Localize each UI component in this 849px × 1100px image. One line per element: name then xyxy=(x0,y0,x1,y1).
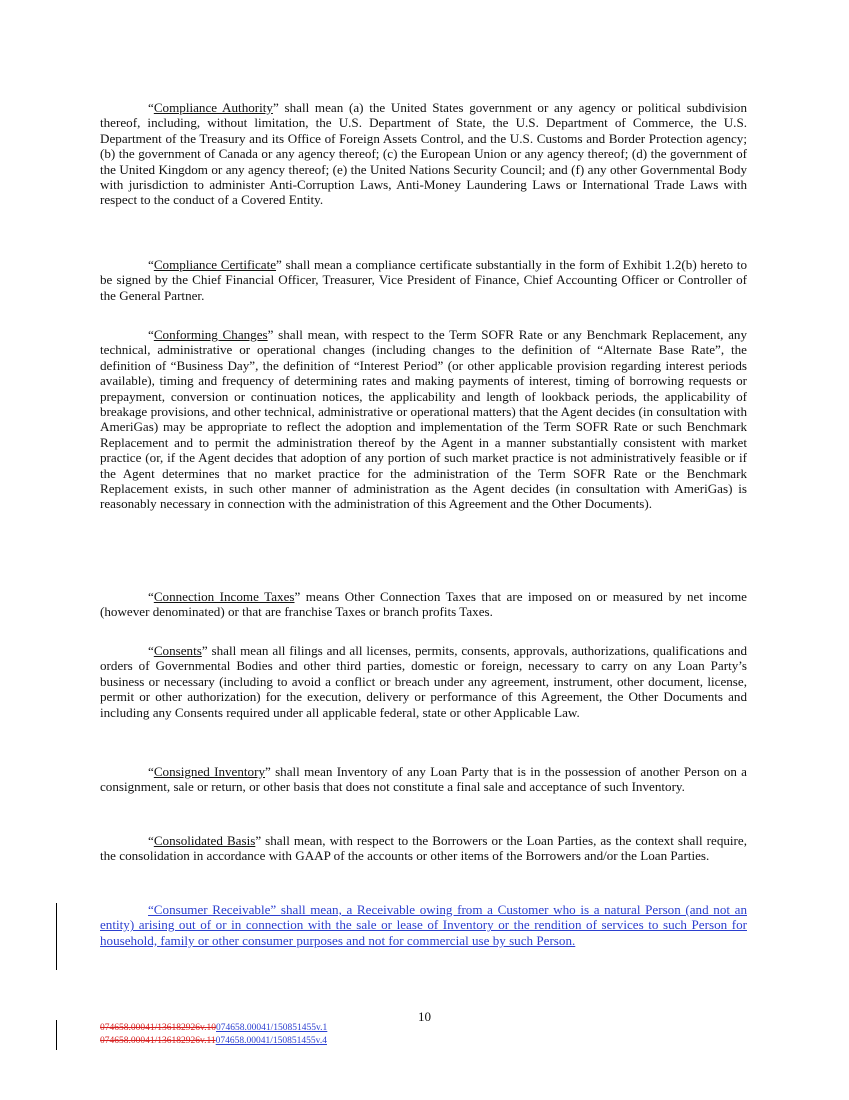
defined-term: Conforming Changes xyxy=(153,327,268,342)
inserted-doc-id: 074658.00041/150851455v.4 xyxy=(215,1036,327,1046)
definition-body: shall mean, with respect to the Borrowers or the Loan Parties, as the context shall require, the consolidation in accordance with GAAP of the accounts or other items of the Borrowers and/or the Loan Parties. xyxy=(100,833,748,864)
definition-body: shall mean a compliance certificate substantially in the form of Exhibit 1.2(b) hereto to be signed by the Chief Financial Officer, Treasurer, Vice President of Finance, Chief Accounting Officer or Controller of the General Partner. xyxy=(100,257,747,303)
defined-term: Consigned Inventory xyxy=(153,764,265,779)
definition-body: shall mean all filings and all licenses, permits, consents, approvals, authorizations, qualifications and orders of Governmental Bodies and other third parties, domestic or foreign, necessary to carry on any Loan Party’s business or necessary (including to avoid a conflict or breach under any agreement, instrument, other document, license, permit or other authorization) for the execution, delivery or performance of this Agreement, the Other Documents and including any Consents required under all applicable federal, state or other Applicable Law. xyxy=(100,643,747,720)
definition-body: shall mean (a) the United States government or any agency or political subdivision thereof, including, without limitation, the U.S. Department of State, the U.S. Department of Commerce, the U.S. Department of the Treasury and its Office of Foreign Assets Control, and the U.S. Customs and Border Protection agency; (b) the government of Canada or any agency thereof; (c) the European Union or any agency thereof; (d) the government of the United Kingdom or any agency thereof; (e) the United Nations Security Council; and (f) any other Governmental Body with jurisdiction to administer Anti-Corruption Laws, Anti-Money Laundering Laws or International Trade Laws with respect to the conduct of a Covered Entity. xyxy=(100,100,747,208)
definition-consumer-receivable-inserted xyxy=(100,902,747,948)
definition-compliance-certificate: “Compliance Certificate” shall mean a compliance certificate substantially in the form of Exhibit 1.2(b) hereto to be signed by the Chief Financial Officer, Treasurer, Vice President of Finance, Chief Accounting Officer or Controller of the General Partner. xyxy=(100,257,747,303)
footer-change-bar xyxy=(56,1020,57,1050)
inserted-doc-id: 074658.00041/150851455v.1 xyxy=(216,1023,328,1033)
footer-doc-id-2 xyxy=(100,1035,327,1047)
definition-connection-income-taxes: “Connection Income Taxes” means Other Connection Taxes that are imposed on or measured by net income (however denominated) or that are franchise Taxes or branch profits Taxes. xyxy=(100,589,747,620)
definition-compliance-authority: “Compliance Authority” shall mean (a) the United States government or any agency or political subdivision thereof, including, without limitation, the U.S. Department of State, the U.S. Department of Commerce, the U.S. Department of the Treasury and its Office of Foreign Assets Control, and the U.S. Customs and Border Protection agency; (b) the government of Canada or any agency thereof; (c) the European Union or any agency thereof; (d) the government of the United Kingdom or any agency thereof; (e) the United Nations Security Council; and (f) any other Governmental Body with jurisdiction to administer Anti-Corruption Laws, Anti-Money Laundering Laws or International Trade Laws with respect to the conduct of a Covered Entity. xyxy=(100,100,747,208)
definition-body: shall mean Inventory of any Loan Party that is in the possession of another Person on a consignment, sale or return, or other basis that does not constitute a final sale and acceptance of such Inventory. xyxy=(100,764,747,795)
defined-term: Consents xyxy=(153,643,202,658)
footer-doc-id-1 xyxy=(100,1022,327,1034)
defined-term: Connection Income Taxes xyxy=(153,589,295,604)
defined-term: Compliance Authority xyxy=(153,100,273,115)
definition-consigned-inventory: “Consigned Inventory” shall mean Inventory of any Loan Party that is in the possession of another Person on a consignment, sale or return, or other basis that does not constitute a final sale and acceptance of such Inventory. xyxy=(100,764,747,795)
definition-body: means Other Connection Taxes that are imposed on or measured by net income (however denominated) or that are franchise Taxes or branch profits Taxes. xyxy=(100,589,747,620)
definition-consents: “Consents” shall mean all filings and all licenses, permits, consents, approvals, authorizations, qualifications and orders of Governmental Bodies and other third parties, domestic or foreign, necessary to carry on any Loan Party’s business or necessary (including to avoid a conflict or breach under any agreement, instrument, other document, license, permit or other authorization) for the execution, delivery or performance of this Agreement, the Other Documents and including any Consents required under all applicable federal, state or other Applicable Law. xyxy=(100,643,747,720)
definition-consolidated-basis: “Consolidated Basis” shall mean, with respect to the Borrowers or the Loan Parties, as the context shall require, the consolidation in accordance with GAAP of the accounts or other items of the Borrowers and/or the Loan Parties. xyxy=(100,833,748,864)
inserted-text: “Consumer Receivable” shall mean, a Receivable owing from a Customer who is a natural Person (and not an entity) arising out of or in connection with the sale or lease of Inventory or the rendition of services to such Person for household, family or other consumer purposes and not for commercial use by such Person. xyxy=(100,902,747,948)
page-number: 10 xyxy=(417,1009,432,1024)
change-bar xyxy=(56,903,57,970)
defined-term: Compliance Certificate xyxy=(153,257,277,272)
deleted-doc-id: 074658.00041/136182926v.10 xyxy=(100,1023,217,1033)
definition-body: shall mean, with respect to the Term SOFR Rate or any Benchmark Replacement, any technical, administrative or operational changes (including changes to the definition of “Alternate Base Rate”, the definition of “Business Day”, the definition of “Interest Period” (or other applicable provision regarding interest periods available), timing and frequency of determining rates and making payments of interest, timing of borrowing requests or prepayment, conversion or continuation notices, the applicability and length of lookback periods, the applicability of breakage provisions, and other technical, administrative or operational matters) that the Agent decides (in consultation with AmeriGas) may be appropriate to reflect the adoption and implementation of the Term SOFR Rate or such Benchmark Replacement and to permit the administration thereof by the Agent in a manner substantially consistent with market practice (or, if the Agent decides that adoption of any portion of such market practice is not administratively feasible or if the Agent determines that no market practice for the administration of the Term SOFR Rate or the Benchmark Replacement exists, in such other manner of administration as the Agent decides (in consultation with AmeriGas) is reasonably necessary in connection with the administration of this Agreement and the Other Documents). xyxy=(100,327,747,512)
definition-conforming-changes: “Conforming Changes” shall mean, with respect to the Term SOFR Rate or any Benchmark Replacement, any technical, administrative or operational changes (including changes to the definition of “Alternate Base Rate”, the definition of “Business Day”, the definition of “Interest Period” (or other applicable provision regarding interest periods available), timing and frequency of determining rates and making payments of interest, timing of borrowing requests or prepayment, conversion or continuation notices, the applicability and length of lookback periods, the applicability of breakage provisions, and other technical, administrative or operational matters) that the Agent decides (in consultation with AmeriGas) may be appropriate to reflect the adoption and implementation of the Term SOFR Rate or such Benchmark Replacement and to permit the administration thereof by the Agent in a manner substantially consistent with market practice (or, if the Agent decides that adoption of any portion of such market practice is not administratively feasible or if the Agent determines that no market practice for the administration of the Term SOFR Rate or the Benchmark Replacement exists, in such other manner of administration as the Agent decides (in consultation with AmeriGas) is reasonably necessary in connection with the administration of this Agreement and the Other Documents). xyxy=(100,327,747,512)
defined-term: Consolidated Basis xyxy=(153,833,256,848)
deleted-doc-id: 074658.00041/136182926v.11 xyxy=(100,1036,216,1046)
